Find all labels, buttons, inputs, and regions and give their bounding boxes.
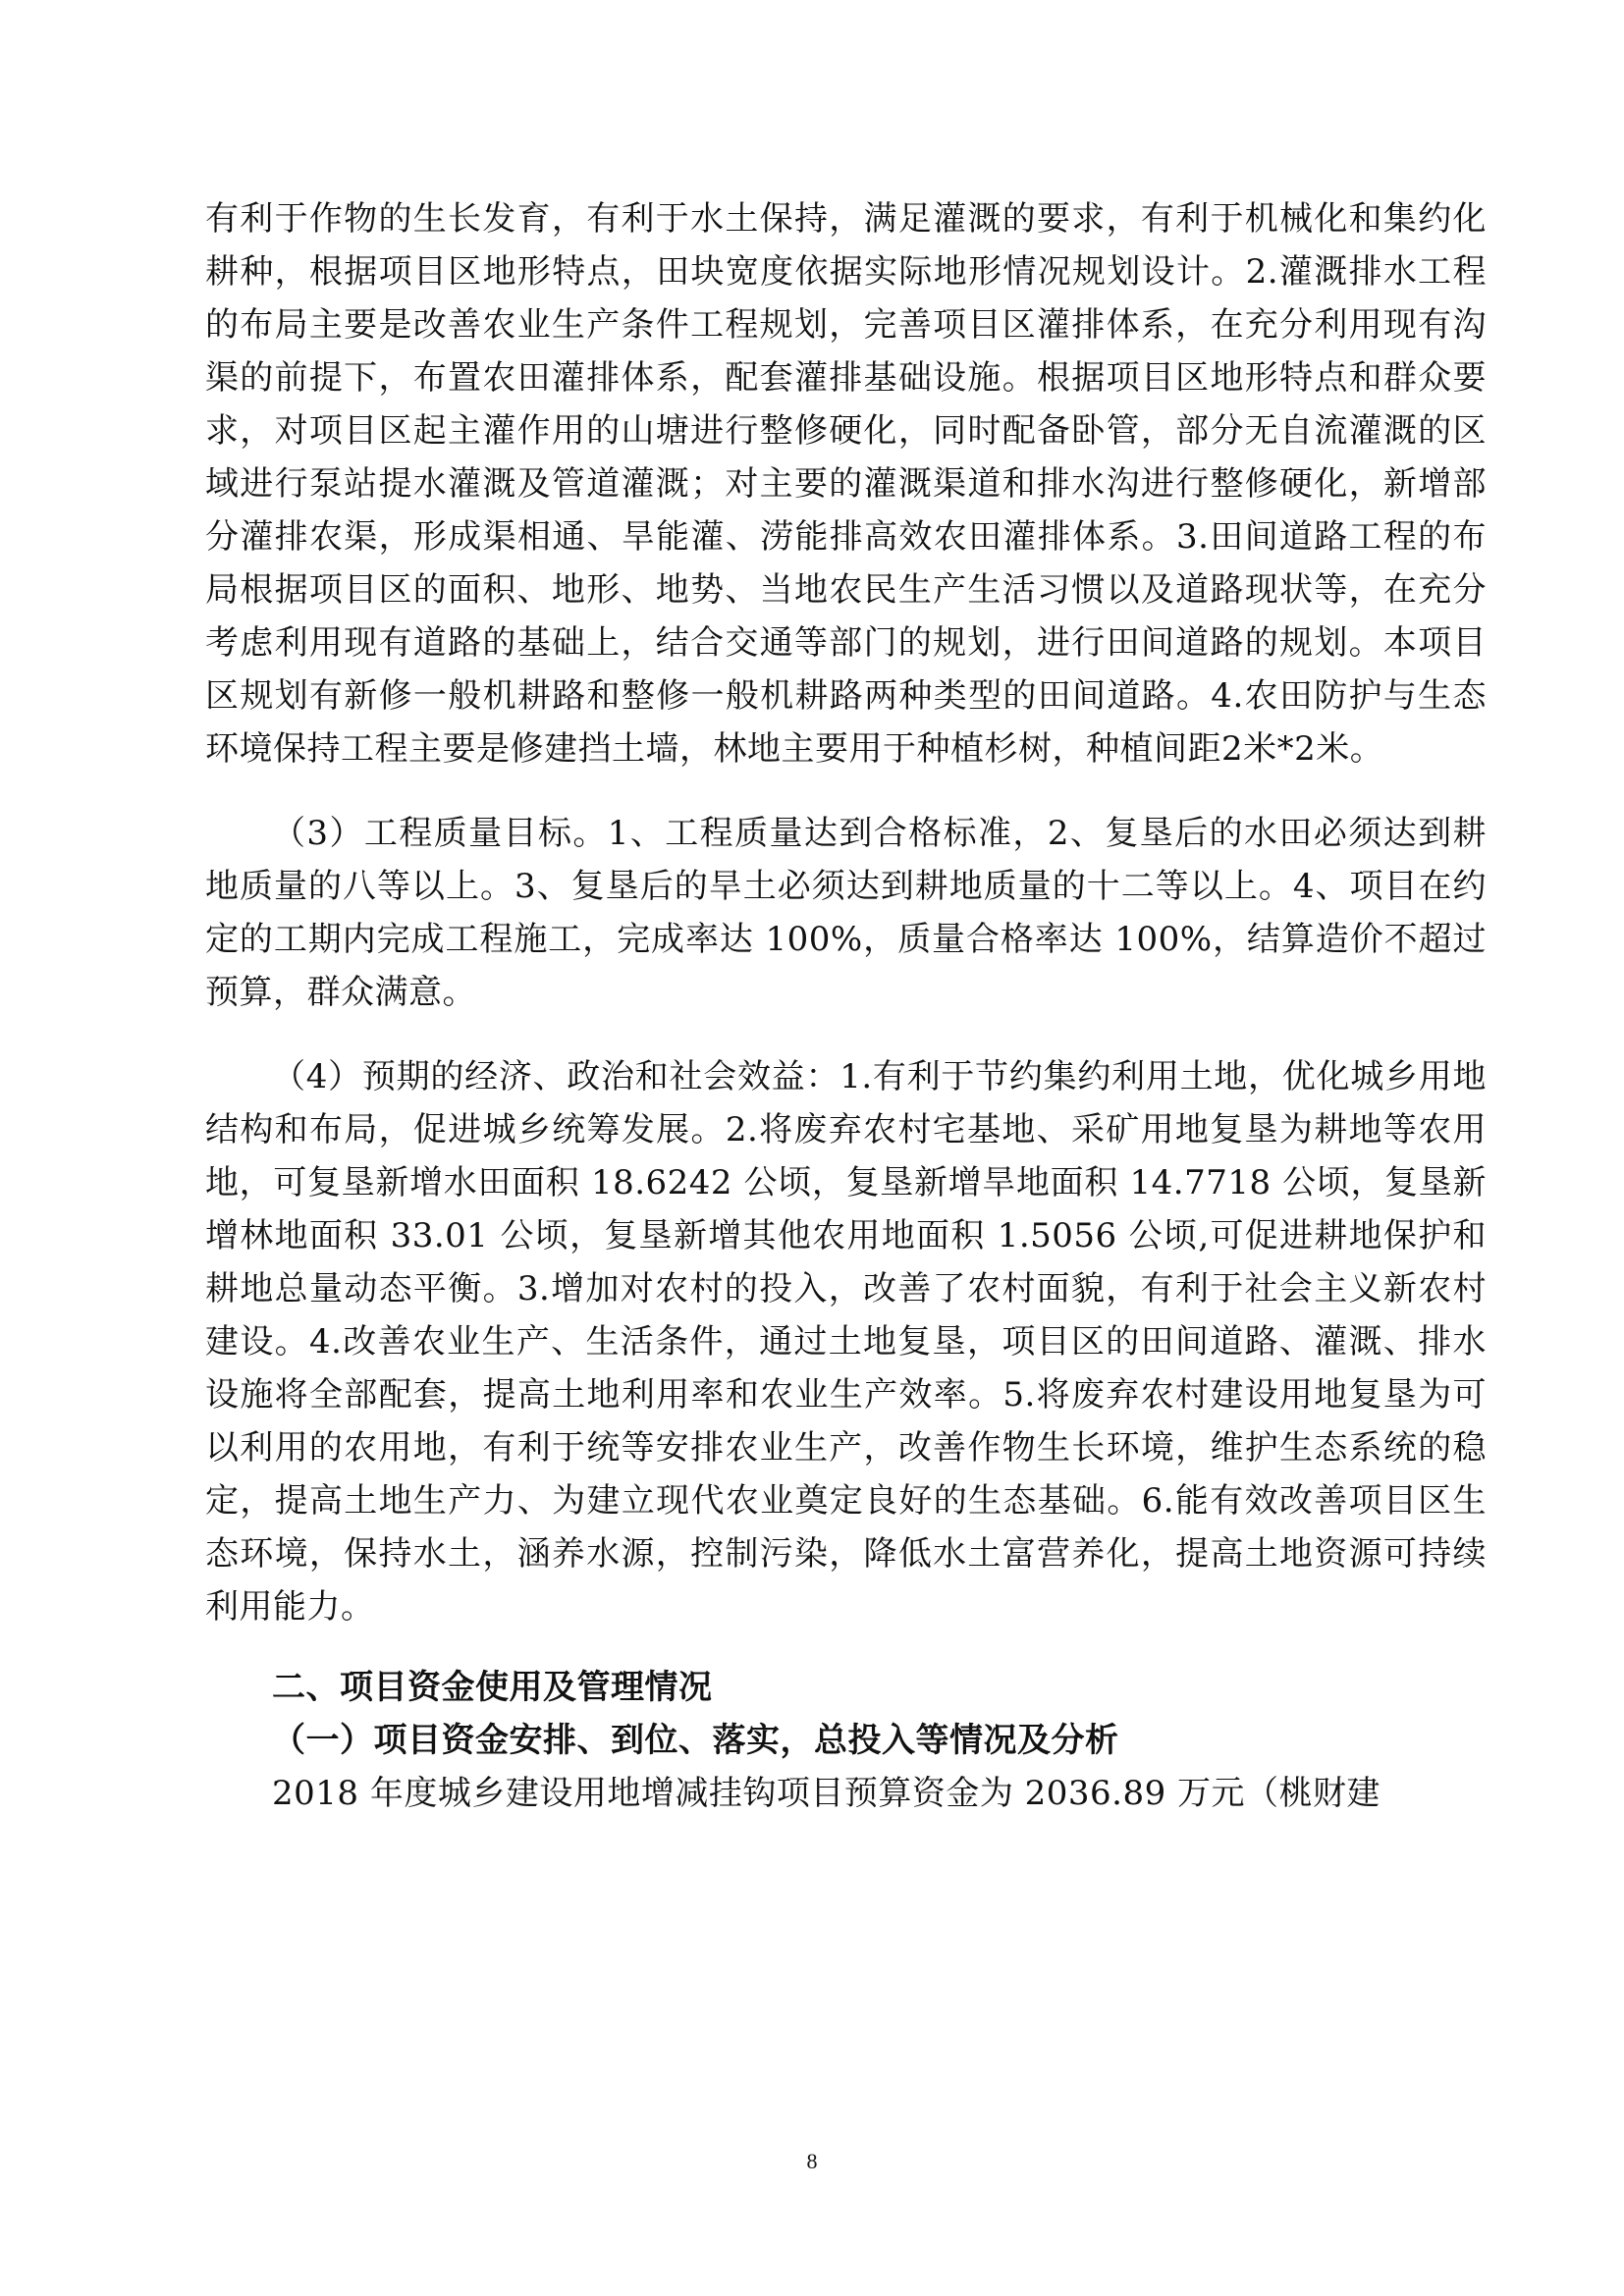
section-heading-funds-management: 二、项目资金使用及管理情况 [272,1668,713,1707]
paragraph-land-layout-continuation: 有利于作物的生长发育，有利于水土保持，满足灌溉的要求，有利于机械化和集约化耕种，根据项目区地形特点，田块宽度依据实际地形情况规划设计。2.灌溉排水工程的布局主要是改善农业生产条件工程规划，完善项目区灌排体系，在充分利用现有沟渠的前提下，布置农田灌排体系，配套灌排基础设施。根据项目区地形特点和群众要求，对项目区起主灌作用的山塘进行整修硬化，同时配备卧管，部分无自流灌溉的区域进行泵站提水灌溉及管道灌溉；对主要的灌溉渠道和排水沟进行整修硬化，新增部分灌排农渠，形成渠相通、旱能灌、涝能排高效农田灌排体系。3.田间道路工程的布局根据项目区的面积、地形、地势、当地农民生产生活习惯以及道路现状等，在充分考虑利用现有道路的基础上，结合交通等部门的规划，进行田间道路的规划。本项目区规划有新修一般机耕路和整修一般机耕路两种类型的田间道路。4.农田防护与生态环境保持工程主要是修建挡土墙，林地主要用于种植杉树，种植间距2米*2米。 [205,199,1487,769]
paragraph-expected-benefits: （4）预期的经济、政治和社会效益：1.有利于节约集约利用土地，优化城乡用地结构和布局，促进城乡统筹发展。2.将废弃农村宅基地、采矿用地复垦为耕地等农用地，可复垦新增水田面积 18.6242 公顷，复垦新增旱地面积 14.7718 公顷，复垦新增林地面积 33.01 公顷，复垦新增其他农用地面积 1.5056 公顷,可促进耕地保护和耕地总量动态平衡。3.增加对农村的投入，改善了农村面貌，有利于社会主义新农村建设。4.改善农业生产、生活条件，通过土地复垦，项目区的田间道路、灌溉、排水设施将全部配套，提高土地利用率和农业生产效率。5.将废弃农村建设用地复垦为可以利用的农用地，有利于统等安排农业生产，改善作物生长环境，维护生态系统的稳定，提高土地生产力、为建立现代农业奠定良好的生态基础。6.能有效改善项目区生态环境，保持水土，涵养水源，控制污染，降低水土富营养化，提高土地资源可持续利用能力。 [205,1057,1487,1627]
subsection-heading-funds-arrangement: （一）项目资金安排、到位、落实，总投入等情况及分析 [272,1721,1119,1760]
paragraph-budget-start: 2018 年度城乡建设用地增减挂钩项目预算资金为 2036.89 万元（桃财建 [272,1774,1381,1813]
page-number: 8 [806,2149,818,2173]
page-body [205,192,1487,1820]
paragraph-quality-target: （3）工程质量目标。1、工程质量达到合格标准，2、复垦后的水田必须达到耕地质量的八等以上。3、复垦后的旱土必须达到耕地质量的十二等以上。4、项目在约定的工期内完成工程施工，完成率达 100%，质量合格率达 100%，结算造价不超过预算，群众满意。 [205,814,1487,1012]
